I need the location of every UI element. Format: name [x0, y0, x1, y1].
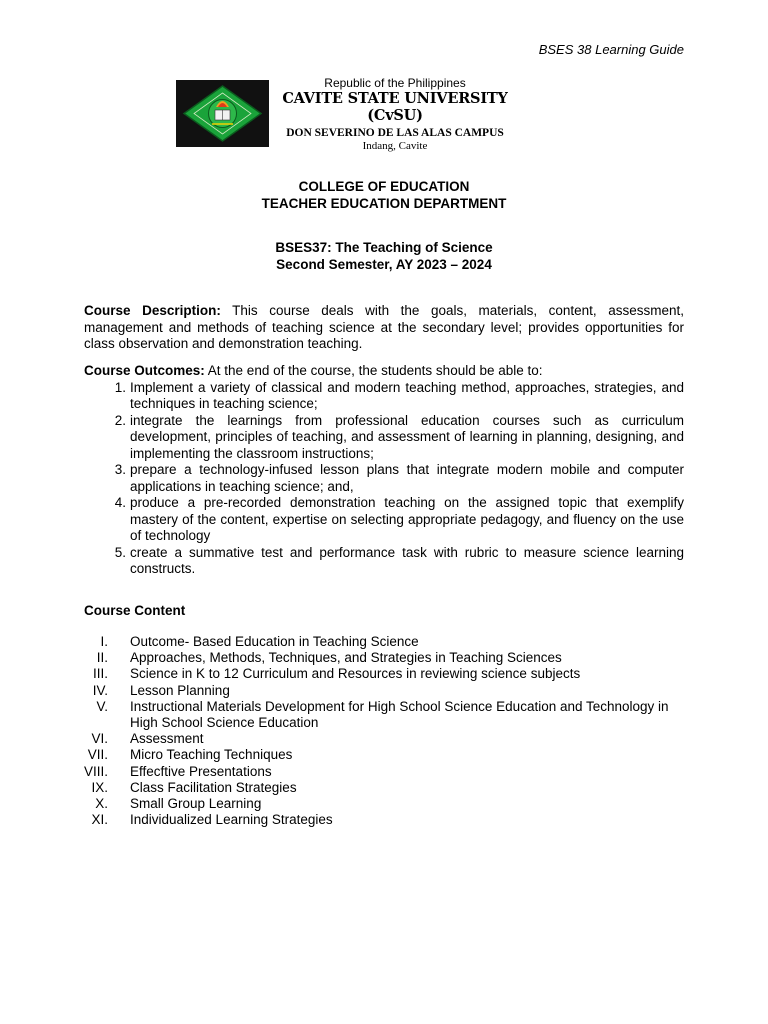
town-line: Indang, Cavite	[362, 140, 428, 152]
list-item	[84, 666, 684, 682]
letterhead	[278, 76, 512, 153]
running-header: BSES 38 Learning Guide	[538, 42, 684, 57]
list-text: Instructional Materials Development for High School Science Education and Technology in High School Science Education	[130, 698, 669, 731]
outcome-list	[84, 380, 684, 578]
list-item	[84, 380, 684, 413]
list-number: IX.	[91, 779, 108, 795]
college-line-1: COLLEGE OF EDUCATION	[298, 179, 470, 194]
list-item	[84, 650, 684, 666]
college-heading	[84, 179, 684, 212]
course-content-list	[84, 634, 684, 828]
list-number: 1.	[114, 379, 126, 395]
list-text: Small Group Learning	[130, 796, 262, 812]
list-text: Outcome- Based Education in Teaching Science	[130, 634, 419, 649]
course-title: BSES37: The Teaching of Science	[275, 240, 493, 255]
course-outcomes-label: Course Outcomes:	[84, 363, 205, 378]
course-content-heading: Course Content	[84, 603, 186, 618]
list-item	[84, 495, 684, 545]
list-number: 3.	[114, 462, 126, 477]
university-name: CAVITE STATE UNIVERSITY	[282, 90, 508, 107]
list-number: 4.	[114, 495, 126, 510]
list-text: produce a pre-recorded demonstration teaching on the assigned topic that exemplify mastery of the content, expertise on selecting appropriate pedagogy, and fluency on the use of technology	[130, 495, 684, 543]
republic-line: Republic of the Philippines	[324, 76, 466, 90]
list-text: Assessment	[130, 731, 204, 747]
list-item	[84, 413, 684, 463]
list-item	[84, 731, 684, 747]
course-description-label: Course Description:	[84, 303, 221, 318]
list-text: Approaches, Methods, Techniques, and Strategies in Teaching Sciences	[130, 650, 562, 666]
list-item	[84, 796, 684, 812]
list-number: IV.	[92, 682, 108, 698]
list-text: Effecftive Presentations	[130, 763, 272, 779]
list-item	[84, 812, 684, 828]
list-item	[84, 780, 684, 796]
list-number: VIII.	[83, 763, 108, 779]
list-text: create a summative test and performance task with rubric to measure science learning constructs.	[130, 544, 684, 576]
course-outcomes	[84, 363, 684, 578]
list-text: Micro Teaching Techniques	[130, 747, 293, 763]
list-number: VII.	[87, 747, 108, 763]
list-text: Implement a variety of classical and modern teaching method, approaches, strategies, and techniques in teaching science;	[130, 379, 684, 411]
university-seal-logo	[176, 80, 269, 147]
list-number: 5.	[114, 544, 126, 560]
course-title-block	[84, 240, 684, 273]
list-item	[84, 634, 684, 650]
list-item	[84, 699, 684, 731]
university-abbrev: (CvSU)	[367, 107, 423, 124]
list-item	[84, 683, 684, 699]
list-text: Individualized Learning Strategies	[130, 812, 333, 828]
list-text: Science in K to 12 Curriculum and Resources in reviewing science subjects	[130, 666, 581, 682]
campus-name: DON SEVERINO DE LAS ALAS CAMPUS	[286, 127, 504, 139]
list-text: prepare a technology-infused lesson plans that integrate modern mobile and computer applications in teaching science; and,	[130, 462, 684, 494]
list-number: VI.	[91, 731, 108, 747]
list-number: XI.	[91, 812, 108, 828]
list-item	[84, 747, 684, 763]
list-number: III.	[92, 666, 108, 682]
list-text: Lesson Planning	[130, 682, 230, 698]
course-description	[84, 303, 684, 353]
list-number: I.	[100, 634, 108, 649]
course-semester: Second Semester, AY 2023 – 2024	[276, 256, 492, 272]
list-number: 2.	[114, 412, 126, 428]
list-item	[84, 545, 684, 578]
list-text: Class Facilitation Strategies	[130, 779, 297, 795]
list-number: V.	[96, 698, 108, 714]
course-outcomes-intro: At the end of the course, the students should be able to:	[204, 363, 543, 378]
list-item	[84, 764, 684, 780]
college-line-2: TEACHER EDUCATION DEPARTMENT	[261, 195, 507, 211]
course-description-text: This course deals with the goals, materials, content, assessment, management and methods of teaching science at the secondary level; provides opportunities for class observation and demonstration teaching.	[84, 303, 684, 351]
list-item	[84, 462, 684, 495]
list-number: II.	[96, 650, 108, 666]
list-text: integrate the learnings from professional education courses such as curriculum development, principles of teaching, and assessment of learning in planning, designing, and implementing the classroom instructions;	[130, 412, 684, 461]
list-number: X.	[95, 796, 108, 812]
